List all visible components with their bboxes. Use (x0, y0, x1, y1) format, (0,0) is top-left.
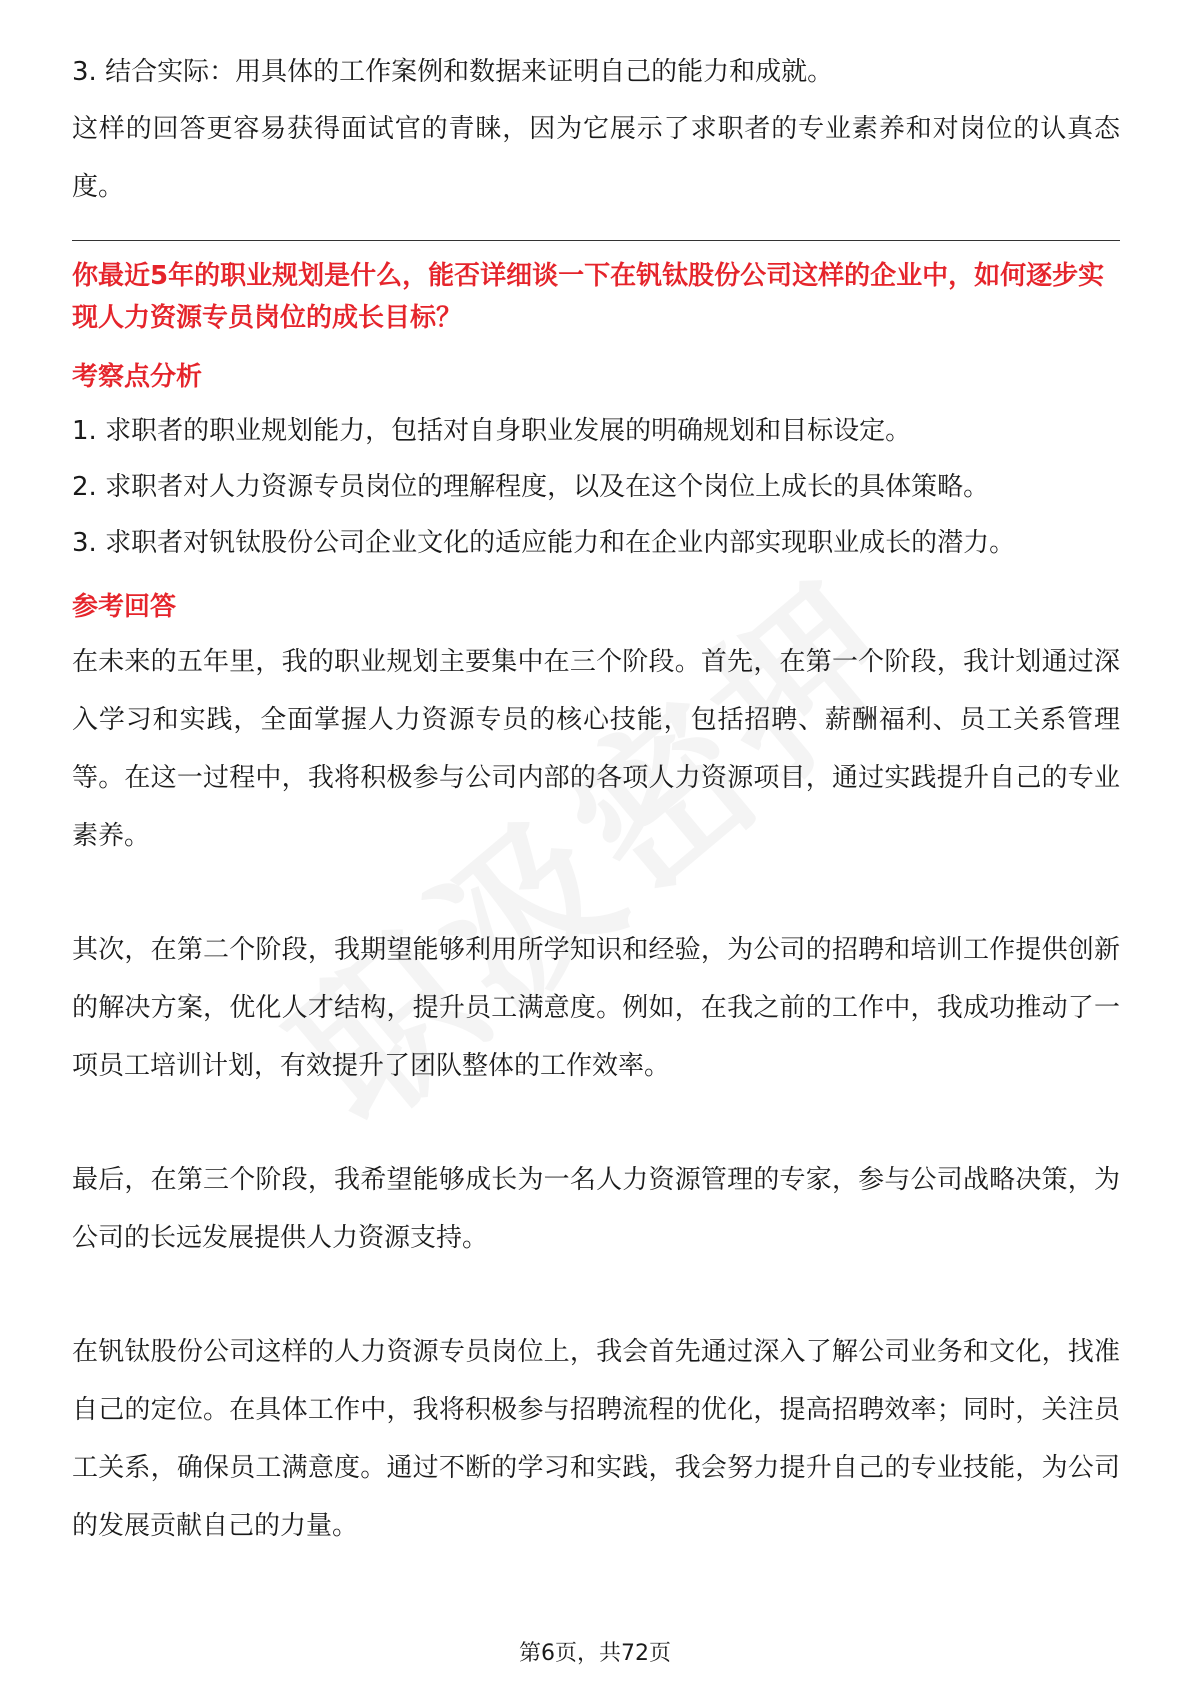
section-divider (72, 240, 1120, 241)
analysis-title: 考察点分析 (72, 362, 203, 392)
answer-paragraph-4: 在钒钛股份公司这样的人力资源专员岗位上，我会首先通过深入了解公司业务和文化，找准自己的定位。在具体工作中，我将积极参与招聘流程的优化，提高招聘效率；同时，关注员工关系，确保员工满意度。通过不断的学习和实践，我会努力提升自己的专业技能，为公司的发展贡献自己的力量。 (72, 1337, 1120, 1541)
page-number: 第6页，共72页 (519, 1641, 671, 1666)
paragraph-gap (72, 1095, 1120, 1151)
paragraph-gap (72, 1267, 1120, 1323)
answer-paragraph-3: 最后，在第三个阶段，我希望能够成长为一名人力资源管理的专家，参与公司战略决策，为公司的长远发展提供人力资源支持。 (72, 1165, 1120, 1253)
paragraph-gap (72, 865, 1120, 921)
analysis-item-3: 3. 求职者对钒钛股份公司企业文化的适应能力和在企业内部实现职业成长的潜力。 (72, 528, 1016, 558)
analysis-item-2: 2. 求职者对人力资源专员岗位的理解程度，以及在这个岗位上成长的具体策略。 (72, 472, 990, 502)
answer-title: 参考回答 (72, 592, 177, 622)
page-content (72, 44, 1120, 1555)
answer-paragraph-2: 其次，在第二个阶段，我期望能够利用所学知识和经验，为公司的招聘和培训工作提供创新的解决方案，优化人才结构，提升员工满意度。例如，在我之前的工作中，我成功推动了一项员工培训计划，有效提升了团队整体的工作效率。 (72, 935, 1120, 1081)
analysis-item-1: 1. 求职者的职业规划能力，包括对自身职业发展的明确规划和目标设定。 (72, 416, 912, 446)
prev-list-item-3: 3. 结合实际：用具体的工作案例和数据来证明自己的能力和成就。 (72, 57, 834, 87)
answer-paragraph-1: 在未来的五年里，我的职业规划主要集中在三个阶段。首先，在第一个阶段，我计划通过深入学习和实践，全面掌握人力资源专员的核心技能，包括招聘、薪酬福利、员工关系管理等。在这一过程中，我将积极参与公司内部的各项人力资源项目，通过实践提升自己的专业素养。 (72, 647, 1120, 851)
prev-summary: 这样的回答更容易获得面试官的青睐，因为它展示了求职者的专业素养和对岗位的认真态度。 (72, 114, 1120, 202)
question-heading: 你最近5年的职业规划是什么，能否详细谈一下在钒钛股份公司这样的企业中，如何逐步实现人力资源专员岗位的成长目标？ (72, 261, 1105, 333)
